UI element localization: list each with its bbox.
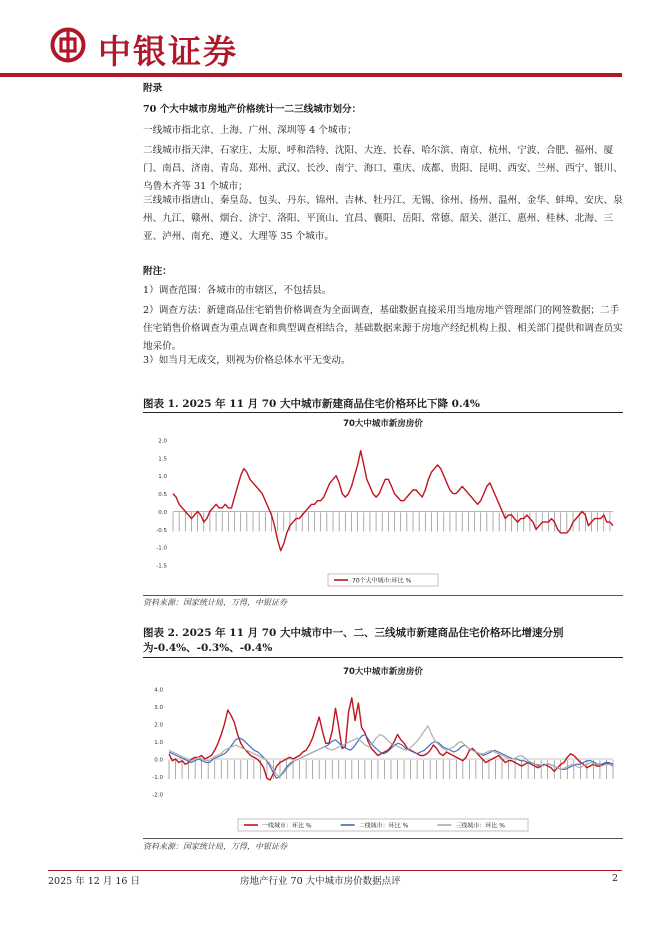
tier1-cities-text: 一线城市指北京、上海、广州、深圳等 4 个城市；	[143, 125, 357, 136]
y-tick-label: 0.5	[158, 492, 167, 499]
header-divider	[0, 73, 622, 77]
legend-label: 一线城市：环比 %	[262, 822, 312, 830]
legend-label: 三线城市：环比 %	[455, 822, 505, 830]
page-header	[0, 0, 662, 78]
footer-divider	[48, 870, 622, 871]
figure2-source: 资料来源：国家统计局，万得，中银证券	[143, 842, 287, 851]
series-line	[173, 451, 613, 551]
y-tick-label: 0.0	[158, 509, 167, 516]
chart-title: 70大中城市新房房价	[343, 419, 423, 429]
y-tick-label: 1.5	[158, 456, 167, 463]
footer-date: 2025 年 12 月 16 日	[48, 876, 140, 887]
y-tick-label: 1.0	[154, 740, 163, 746]
page-number: 2	[612, 873, 619, 884]
y-tick-label: -0.5	[156, 527, 167, 534]
y-tick-label: -1.0	[156, 545, 167, 552]
figure1-bottom-rule	[143, 595, 623, 596]
legend-label: 70个大中城市:环比 %	[352, 577, 412, 585]
chart-tier-cities	[143, 660, 623, 836]
note-2: 2）调查方法：新建商品住宅销售价格调查为全面调查，基础数据直接采用当地房地产管理部门的网签数据；二手住宅销售价格调查为重点调查和典型调查相结合，基础数据来源于房地产经纪机构上报、相关部门提供和调查员实地采价。	[143, 305, 623, 352]
figure2-title: 图表 2. 2025 年 11 月 70 大中城市中一、二、三线城市新建商品住宅价格环比增速分别为-0.4%、-0.3%、-0.4%	[143, 627, 564, 654]
figure1-source: 资料来源：国家统计局，万得，中银证券	[143, 598, 287, 607]
tier2-cities-text: 二线城市指天津、石家庄、太原、呼和浩特、沈阳、大连、长春、哈尔滨、南京、杭州、宁波、合肥、福州、厦门、南昌、济南、青岛、郑州、武汉、长沙、南宁、海口、重庆、成都、贵阳、昆明、西安、兰州、西宁、银川、乌鲁木齐等 31 个城市；	[143, 145, 623, 192]
y-tick-label: -1.5	[156, 563, 167, 570]
note-1: 1）调查范围：各城市的市辖区，不包括县。	[143, 285, 332, 296]
y-tick-label: 2.0	[154, 722, 163, 729]
chart-title: 70大中城市新房房价	[343, 667, 423, 677]
figure2-bottom-rule	[143, 838, 623, 839]
brand-name: 中银证券	[98, 32, 238, 71]
y-tick-label: -2.0	[152, 792, 163, 799]
y-tick-label: -1.0	[152, 775, 163, 781]
y-tick-label: 3.0	[154, 705, 163, 711]
note-3: 3）如当月无成交，则视为价格总体水平无变动。	[143, 355, 351, 366]
notes-title: 附注：	[143, 266, 172, 277]
y-tick-label: 1.0	[158, 474, 167, 481]
chart-70-cities	[143, 414, 623, 594]
bank-of-china-logo-icon	[50, 27, 86, 63]
appendix-title: 附录	[143, 83, 163, 94]
figure1-top-rule	[143, 412, 623, 413]
y-tick-label: 2.0	[158, 438, 167, 445]
y-tick-label: 0.0	[154, 757, 163, 764]
footer-document-title: 房地产行业 70 大中城市房价数据点评	[240, 876, 401, 887]
tier3-cities-text: 三线城市指唐山、秦皇岛、包头、丹东、锦州、吉林、牡丹江、无锡、徐州、扬州、温州、金华、蚌埠、安庆、泉州、九江、赣州、烟台、济宁、洛阳、平顶山、宜昌、襄阳、岳阳、常德、韶关、湛江、惠州、桂林、北海、三亚、泸州、南充、遵义、大理等 35 个城市。	[143, 195, 623, 242]
appendix-subtitle: 70 个大中城市房地产价格统计一二三线城市划分：	[143, 104, 362, 115]
legend-label: 二线城市：环比 %	[358, 822, 409, 830]
y-tick-label: 4.0	[154, 687, 163, 694]
figure2-top-rule	[143, 657, 623, 658]
figure1-title: 图表 1. 2025 年 11 月 70 大中城市新建商品住宅价格环比下降 0.4%	[143, 398, 480, 410]
